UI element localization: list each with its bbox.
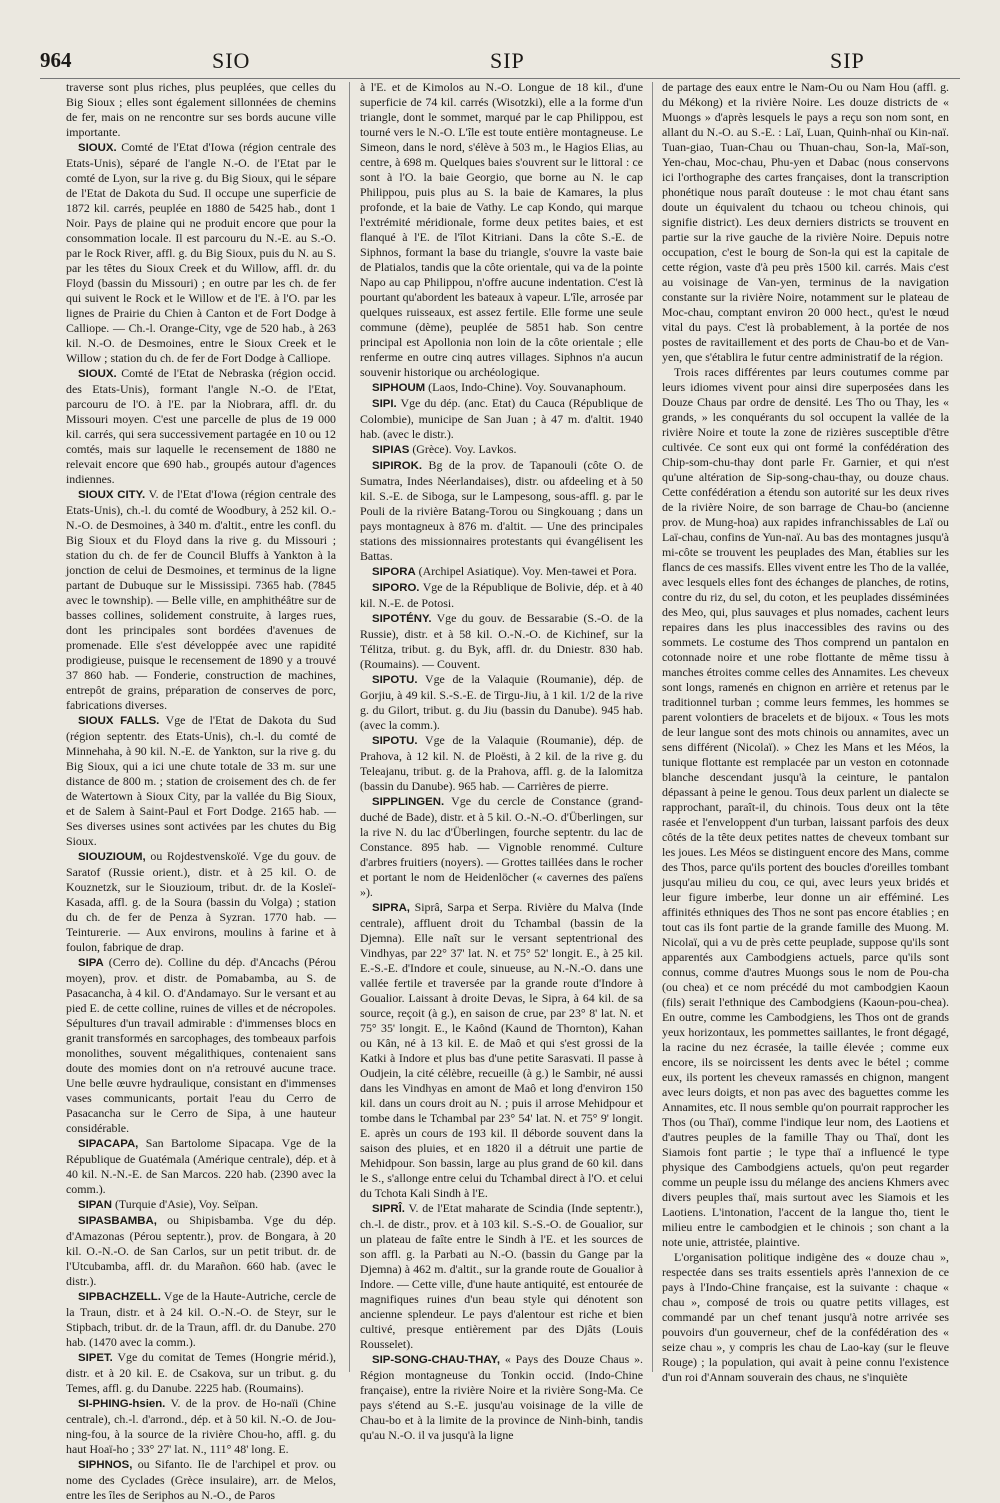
dictionary-entry <box>360 900 643 1201</box>
entry-headword: SIOUX. <box>78 142 117 154</box>
entry-body: Vge de la Valaquie (Roumanie), dép. de Gorjiu, à 49 kil. S.-S.-E. de Tirgu-Jiu, à 1 kil. 1/2 de la rive g. du Gilort, tribut. g. du Jiu (bassin du Danube). 945 hab. (avec la comm.). <box>360 672 643 732</box>
entry-headword: SIPORO. <box>372 582 420 594</box>
running-head-center: SIP <box>490 48 525 73</box>
dictionary-entry <box>66 80 336 140</box>
entry-headword: SIOUX. <box>78 368 117 380</box>
dictionary-entry <box>662 365 949 1250</box>
entry-headword: SIPOTÉNY. <box>372 613 432 625</box>
entry-body: (Archipel Asiatique). Voy. Men-tawei et Pora. <box>418 564 637 578</box>
entry-headword: SIPBACHZELL. <box>78 1291 161 1303</box>
entry-body: V. de la prov. de Ho-naïi (Chine centrale), ch.-l. d'arrond., dép. et à 50 kil. N.-O. de Jou-ning-fou, à la source de la rivière Chou-ho, affl. g. du haut Hoaï-ho ; 33° 27' lat. N., 111° 48' long. E. <box>66 1396 336 1456</box>
entry-body: V. de l'Etat d'Iowa (région centrale des Etats-Unis), ch.-l. du comté de Woodbury, à 252 kil. O.-N.-O. de Desmoines, à 340 m. d'altit., entre les confl. du Big Sioux et du Floyd dans la rive g. du Missouri ; station du ch. de fer de Council Bluffs à Yankton à la jonction de celui de Desmoines, et terminus de la ligne partant de Dubuque sur le Mississipi. 7365 hab. (7845 avec le township). — Belle ville, en amphithéâtre sur de basses collines, solidement construite, à larges rues, dont les principales sont bordées d'avenues de promenade. Elle s'est développée avec une rapidité prodigieuse, puisque le recensement de 1890 y a trouvé 37 860 hab. — Fonderie, construction de machines, entrepôt de grains, préparation de conserves de porc, fabrications diverses. <box>66 487 336 712</box>
dictionary-entry <box>662 80 949 365</box>
entry-body: V. de l'Etat maharate de Scindia (Inde septentr.), ch.-l. de distr., prov. et à 103 kil. S.-S.-O. de Goualior, sur un plateau de faîte entre le Sindh à l'E. et les sources de son affl. g. la Parbati au N.-O. (bassin du Gange par la Djemna) à 462 m. d'altit., sur la grande route de Goualior à Indore. — Cette ville, d'une haute antiquité, est entourée de magnifiques ruines d'un beau style qui dénotent son ancienne splendeur. Le pays d'alentour est riche et bien cultivé, presque entièrement par des Djâts (Louis Rousselet). <box>360 1201 643 1351</box>
entry-body: (Cerro de). Colline du dép. d'Ancachs (Pérou moyen), prov. et distr. de Pomabamba, au S. de Pasacancha, à 4 kil. O. d'Andamayo. Sur le versant et au pied E. de cette colline, ruines de villes et de nécropoles. Sépultures d'un travail admirable : d'immenses blocs en granit transformés en sarcophages, des tombeaux parfois monolithes, souvent mégalithiques, contenaient sans doute des momies dont on n'a retrouvé aucune trace. Une belle œuvre hydraulique, consistant en d'immenses vases communicants, portait l'eau du Cerro de Pasacancha sur le Cerro de Sipa, à une hauteur considérable. <box>66 955 336 1135</box>
running-head-left: SIO <box>212 48 251 73</box>
dictionary-entry <box>360 1201 643 1352</box>
dictionary-entry <box>360 396 643 442</box>
entry-headword: SIPHNOS, <box>78 1459 133 1471</box>
dictionary-entry <box>66 849 336 955</box>
entry-body: Vge de la Valaquie (Roumanie), dép. de Prahova, à 12 kil. N. de Ploësti, à 2 kil. de la rive g. du Teleajanu, tribut. g. de la Prahova, affl. g. de la Ialomitza (bassin du Danube). 965 hab. — Carrières de pierre. <box>360 733 643 793</box>
page-header <box>40 48 960 80</box>
dictionary-entry <box>66 1197 336 1213</box>
text-column-3 <box>662 80 949 1384</box>
entry-headword: SIP-SONG-CHAU-THAY, <box>372 1354 501 1366</box>
column-divider <box>652 82 653 1372</box>
entry-body: San Bartolome Sipacapa. Vge de la République de Guatémala (Amérique centrale), dép. et à 40 kil. N.-N.-E. de San Marcos. 220 hab. (2390 avec la comm.). <box>66 1136 336 1196</box>
dictionary-entry <box>360 458 643 564</box>
dictionary-entry <box>662 1250 949 1385</box>
dictionary-entry <box>66 140 336 366</box>
running-head-right: SIP <box>830 48 865 73</box>
entry-headword: SIPASBAMBA, <box>78 1215 157 1227</box>
dictionary-entry <box>66 1213 336 1289</box>
text-column-2 <box>360 80 644 1442</box>
entry-headword: SIPET. <box>78 1352 113 1364</box>
entry-headword: SIPOTU. <box>372 674 418 686</box>
dictionary-entry <box>360 1352 643 1443</box>
entry-headword: SIPRA, <box>372 902 410 914</box>
entry-headword: SIOUX CITY. <box>78 489 146 501</box>
column-divider <box>349 82 350 1372</box>
entry-body: ou Rojdestvenskoïé. Vge du gouv. de Saratof (Russie orient.), distr. et à 25 kil. O. de Kouznetzk, sur le Siouzioum, tribut. dr. de la Kosleï-Kasada, affl. g. de la Soura (bassin du Volga) ; station du ch. de fer de Penza à Syzran. 1770 hab. — Teinturerie. — Aux environs, moulins à farine et à foulon, fabrique de drap. <box>66 849 336 954</box>
entry-body: de partage des eaux entre le Nam-Ou ou Nam Hou (affl. g. du Mékong) et la rivière Noire. Les douze districts de « Muongs » d'après lesquels le pays a reçu son nom sont, en allant du N.-O. au S.-E. : Laï, Luan, Quinh-nhaï ou Kin-naï. Tuan-giao, Tuan-Chau ou Thuan-chau, Son-la, Maï-son, Yen-chau, Moc-chau, Phu-yen et Dabac (nous conservons ici l'orthographe des cartes françaises, dont la transcription phonétique nous paraît douteuse : le mot chau étant sans doute un équivalent du tchaou ou tcheou chinois, qui signifie district). Les deux derniers districts se trouvent en partie sur la rive gauche de la rivière Noire. Depuis notre occupation, c'est le bourg de Son-la qui est la capitale de cette région, vaste d'à peu près 1500 kil. carrés. Mais c'est au voisinage de Van-yen, terminus de la navigation constante sur la rivière Noire, notamment sur le plateau de Moc-chau, comptant environ 20 000 hect., qu'est le nœud vital du pays. C'est là probablement, à la portée de nos postes de ravitaillement et des ports de Chau-bo et de Van-yen, que s'établira le futur centre administratif de la région. <box>662 80 949 364</box>
entry-body: « Pays des Douze Chaus ». Région montagneuse du Tonkin occid. (Indo-Chine française), entre la rivière Noire et la rivière Song-Ma. Ce pays s'étend au S.-E. jusqu'au voisinage de la ville de Chau-bo et à la limite de la province de Ninh-binh, tandis qu'au N.-O. il va jusqu'à la ligne <box>360 1352 643 1442</box>
entry-body: Vge du comitat de Temes (Hongrie mérid.), distr. et à 20 kil. E. de Csakova, sur un tribut. g. du Temes, affl. g. du Danube. 2225 hab. (Roumains). <box>66 1350 336 1395</box>
entry-body: Comté de l'Etat de Nebraska (région occid. des Etats-Unis), formant l'angle N.-O. de l'Etat, parcouru de l'O. à l'E. par la Niobrara, affl. dr. du Missouri moyen. C'est une parcelle de plus de 19 000 kil. carrés, qui sera successivement partagée en 10 ou 12 comtés, mais sur laquelle le recensement de 1880 ne relevait encore que 690 hab., groupés autour d'agences indiennes. <box>66 366 336 486</box>
dictionary-entry <box>360 733 643 794</box>
page-number: 964 <box>40 48 72 72</box>
entry-body: (Laos, Indo-Chine). Voy. Souvanaphoum. <box>428 380 627 394</box>
dictionary-entry <box>66 1289 336 1350</box>
dictionary-entry <box>66 713 336 849</box>
entry-body: Vge de la Haute-Autriche, cercle de la Traun, distr. et à 24 kil. O.-N.-O. de Steyr, sur le Stipbach, tribut. dr. de la Traun, affl. dr. du Danube. 270 hab. (1470 avec la comm.). <box>66 1289 336 1349</box>
entry-body: Siprâ, Sarpa et Serpa. Rivière du Malva (Inde centrale), affluent droit du Tchambal (bassin de la Djemna). Elle naît sur le versant septentrional des Vindhyas, par 22° 37' lat. N. et 75° 52' longit. E., à 25 kil. E.-S.-E. d'Indore et coule, sinueuse, au N.-N.-O. dans une vallée fertile et traversée par la grande route d'Indore à Goualior. Laissant à droite Devas, le Sipra, à 64 kil. de sa source, reçoit (à g.), en saison de crue, par 23° 8' lat. N. et 75° 35' longit. E., le Kaônd (Kaund de Thornton), Kahan ou Kân, né à 13 kil. E. de Maô et qui s'est grossi de la Katki à Indore et plus bas d'une petite Sarasvati. Il passe à Oudjein, la cité célèbre, recueille (à g.) le Sambir, né aussi dans les Vindhyas en amont de Maô et long d'environ 150 kil. dans un cours droit au N. ; puis il arrose Mehidpour et tombe dans le Tchambal par 23° 54' lat. N. et 75° 9' longit. E. après un cours de 193 kil. Il déborde souvent dans la saison des pluies, et en 1820 il a détruit une partie de Mehidpour. Son bassin, large au plus grand de 60 kil. dans le S., s'allonge entre celui du Tchambal direct à l'O. et celui du Tchota Kali Sindh à l'E. <box>360 900 643 1200</box>
entry-body: ou Sifanto. Ile de l'archipel et prov. ou nome des Cyclades (Grèce insulaire), arr. de Melos, entre les îles de Seriphos au N.-O., de Paros <box>66 1457 336 1502</box>
entry-headword: SI-PHING-hsien. <box>78 1398 166 1410</box>
entry-headword: SIPRÎ. <box>372 1203 405 1215</box>
dictionary-entry <box>360 672 643 733</box>
dictionary-entry <box>66 366 336 487</box>
entry-headword: SIPIROK. <box>372 460 423 472</box>
entry-headword: SIPORA <box>372 566 416 578</box>
dictionary-entry <box>66 955 336 1136</box>
text-column-1 <box>66 80 337 1502</box>
entry-headword: SIPAN <box>78 1199 112 1211</box>
dictionary-entry <box>66 1136 336 1197</box>
entry-headword: SIOUX FALLS. <box>78 715 160 727</box>
entry-body: Comté de l'Etat d'Iowa (région centrale des Etats-Unis), séparé de l'angle N.-O. de l'Etat par le comté de Lyon, sur la rive g. du Big Sioux, qui le sépare de l'Etat de Dakota du Sud. Il occupe une superficie de 1872 kil. carrés, peuplée en 1880 de 5425 hab., dont 1 Noir. Pays de plaine qui ne produit encore que pour la consommation locale. Il est parcouru du N.-E. au S.-O. par le Rock River, affl. g. du Big Sioux, puis du N. au S. par les têtes du Sioux Creek et du Willow, affl. dr. du Floyd (bassin du Missouri) ; en outre par les ch. de fer qui suivent le Rock et le Willow et de l'E. à l'O. par les lignes de Prairie du Chien à Canton et de Fort Dodge à Calliope. — Ch.-l. Orange-City, vge de 520 hab., à 263 kil. N.-O. de Desmoines, entre le Sioux Creek et le Willow ; station du ch. de fer de Fort Dodge à Calliope. <box>66 140 336 365</box>
dictionary-entry <box>66 1396 336 1457</box>
entry-headword: SIPOTU. <box>372 735 418 747</box>
entry-body: (Grèce). Voy. Lavkos. <box>412 442 517 456</box>
entry-headword: SIPPLINGEN. <box>372 796 445 808</box>
entry-body: Trois races différentes par leurs coutumes comme par leurs idiomes vivent pour ainsi dire superposées dans les Douze Chaus par ordre de densité. Les Tho ou Thay, les « grands, » les conquérants du sol occupent la vallée de la rivière Noire et toute la zone de rizières susceptible d'être cultivée. Ce sont eux qui ont formé la confédération des Chip-som-chu-thay dont parle Fr. Garnier, et qui n'est qu'une altération de Sip-song-chau-thay, ou douze chaus. Cette confédération a étendu son autorité sur les deux rives de la rivière Noire, de son barrage de Chau-bo (ancienne prov. de Mung-hoa) aux rapides infranchissables de Laï ou Laï-chau, confins de Yun-naï. Au bas des montagnes jusqu'à mi-côte se trouvent les peuplades des Man, établies sur les flancs de ces massifs. Elles vivent entre les Tho de la vallée, avec lesquels elles font des échanges de planches, de rotins, contre du riz, du sel, du coton, et les peuplades disséminées des Meo, qui, plus sauvages et plus nomades, cachent leurs repaires dans les plus inaccessibles des ravins ou des sommets. Le costume des Thos comprend un pantalon en cotonnade noire et une robe flottante de même tissu à manches étroites comme celles des Annamites. Les cheveux sont longs, ramenés en chignon en arrière et retenus par le traditionnel turban ; comme leurs femmes, les hommes se parent volontiers de bracelets et de bijoux. « Tous les mots de leur langue sont des mots chinois ou annamites, avec un sens différent (Nicolaï). » Chez les Mans et les Méos, la tunique flottante est remplacée par un veston en cotonnade blanche descendant jusqu'à la ceinture, le pantalon dépassant à peine le genou. Tous deux parlent un dialecte se rapprochant, paraît-il, du chinois. Tous deux ont la tête rasée et l'enveloppent d'un turban, laissant parfois des deux côtés de la tête deux petites nattes de cheveux tombant sur les joues. Les Méos se distinguent encore des Mans, comme des Thos, parce qu'ils portent des boucles d'oreilles tombant jusqu'au milieu du cou, ce qui, avec leurs yeux bridés et leur figure imberbe, leur donne un air efféminé. Les affinités ethniques des Thos ne sont pas encore établies ; en tout cas ils font partie de la grande famille des Muong. M. Nicolaï, qui a vu de près cette peuplade, suppose qu'ils sont apparentés aux Cambodgiens actuels, parce qu'ils sont connus, comme d'autres Muongs sous le nom de Pou-cha (ou chea) et ce nom précédé du mot cambodgien Kaoun (fils) serait l'ethnique des Cambodgiens (Kaoun-pou-chea). En outre, comme les Cambodgiens, les Thos ont de grands yeux horizontaux, les pommettes saillantes, le front dégagé, la racine du nez écrasée, la taille élevée ; comme eux encore, ils se noircissent les dents avec le bétel ; comme eux, ils portent les cheveux ramassés en chignon, mangent avec leurs doigts, et non pas avec des baguettes comme les Annamites, etc. Il nous semble qu'on pourrait rapprocher les Thos (ou Thaï), comme l'indique leur nom, des Laotiens et d'autres peuples de la famille Thay ou Thaï, dont les Siamois font partie ; le type thaï a influencé le type physique des Cambodgiens actuels, qu'on peut regarder comme un peuple issu du mélange des anciens Khmers avec divers peuples thaï, mais surtout avec les Siamois et les Laotiens. L'intonation, l'accent de la langue tho, tient le milieu entre le cambodgien et le chinois ; son chant a la note unie, attristée, plaintive. <box>662 365 949 1249</box>
entry-body: Bg de la prov. de Tapanouli (côte O. de Sumatra, Indes Néerlandaises), distr. ou afdeeling et à 50 kil. S.-E. de Siboga, sur le Lampesong, sous-affl. g. par le Pouli de la rivière Batang-Torou ou Singkouang ; dans un pays montagneux à 876 m. d'altit. — Une des principales stations des missionnaires protestants qui évangélisent les Battas. <box>360 458 644 563</box>
entry-body: Vge du gouv. de Bessarabie (S.-O. de la Russie), distr. et à 58 kil. O.-N.-O. de Kichinef, sur la Télitza, tribut. g. du Byk, affl. dr. du Dniestr. 830 hab. (Roumains). — Couvent. <box>360 611 643 671</box>
entry-body: L'organisation politique indigène des « douze chau », respectée dans ses traits essentiels après l'annexion de ce pays à l'Indo-Chine française, est la suivante : chaque « chau », composé de trois ou quatre petits villages, est commandé par un chef tenant jusqu'à notre arrivée ses pouvoirs d'un gouverneur, chef de la confédération des « seize chau », y compris les chau de Lao-kay (sur le fleuve Rouge) ; la population, qui avait à peine connu l'existence d'un roi d'Annam souverain des chaus, ne s'inquiète <box>662 1250 949 1384</box>
entry-body: à l'E. et de Kimolos au N.-O. Longue de 18 kil., d'une superficie de 74 kil. carrés (Wisotzki), elle a la forme d'un triangle, dont le sommet, marqué par le cap Philippou, est tourné vers le N.-O. L'île est toute entière montagneuse. Le Simeon, dans le nord, s'élève à 503 m., le Hagios Elias, au centre, à 698 m. Quelques baies s'ouvrent sur le littoral : ce sont à l'O. la baie Georgio, que borne au N. le cap Philippou, puis plus au S. la baie de Kamares, la plus profonde, et la baie de Vathy. Le cap Kondo, qui marque l'extrémité méridionale, forme deux petites baies, et est flanqué à l'E. de l'îlot Kitriani. Dans la côte S.-E. de Siphnos, formant la base du triangle, s'ouvre la vaste baie de Platialos, tandis que la côte orientale, qui va de la pointe Napo au cap Philippou, n'offre aucune indentation. C'est là pourtant qu'abordent les bateaux à vapeur. L'île, arrosée par quelques ruisseaux, est assez fertile. Elle forme une seule commune (dème), peuplée de 5851 hab. Son centre principal est Apollonia non loin de la côte orientale ; elle renferme en outre cinq autres villages. Siphnos n'a aucun souvenir historique ou archéologique. <box>360 80 643 379</box>
dictionary-entry <box>66 1350 336 1396</box>
entry-headword: SIPA <box>78 957 104 969</box>
dictionary-entry <box>66 1457 336 1503</box>
entry-headword: SIPIAS <box>372 444 410 456</box>
entry-headword: SIPHOUM <box>372 382 426 394</box>
entry-body: Vge du dép. (anc. Etat) du Cauca (République de Colombie), municipe de San Juan ; à 47 m. d'altit. 1940 hab. (avec le distr.). <box>360 396 643 441</box>
entry-body: ou Shipisbamba. Vge du dép. d'Amazonas (Pérou septentr.), prov. de Bongara, à 20 kil. O.-N.-O. de San Carlos, sur un petit tribut. dr. de l'Utcubamba, affl. dr. du Marañon. 660 hab. (avec le distr.). <box>66 1213 336 1288</box>
dictionary-entry <box>360 794 643 900</box>
entry-body: (Turquie d'Asie), Voy. Seïpan. <box>114 1197 259 1211</box>
entry-body: traverse sont plus riches, plus peuplées, que celles du Big Sioux ; elles sont également sillonnées de chemins de fer, mais on ne rencontre sur ses bords aucune ville importante. <box>66 80 336 139</box>
dictionary-entry <box>360 611 643 672</box>
dictionary-entry <box>66 487 336 713</box>
entry-headword: SIOUZIOUM, <box>78 851 146 863</box>
dictionary-entry <box>360 80 643 380</box>
dictionary-entry <box>360 580 643 611</box>
dictionary-entry <box>360 564 643 580</box>
dictionary-entry <box>360 380 643 396</box>
entry-headword: SIPACAPA, <box>78 1138 139 1150</box>
header-rule <box>40 78 960 79</box>
entry-headword: SIPI. <box>372 398 397 410</box>
dictionary-entry <box>360 442 643 458</box>
entry-body: Vge de la République de Bolivie, dép. et à 40 kil. N.-E. de Potosi. <box>360 580 643 610</box>
entry-body: Vge du cercle de Constance (grand-duché de Bade), distr. et à 5 kil. O.-N.-O. d'Überlingen, sur la rive N. du lac d'Überlingen, fourche septentr. du lac de Constance. 895 hab. — Vignoble renommé. Culture d'arbres fruitiers (noyers). — Grottes taillées dans le rocher et portant le nom de Heidenlöcher (« cavernes des païens »). <box>360 794 643 899</box>
entry-body: Vge de l'Etat de Dakota du Sud (région septentr. des Etats-Unis), ch.-l. du comté de Minnehaha, à 90 kil. N.-E. de Yankton, sur la rive g. du Big Sioux, qui a ici une chute totale de 33 m. sur une distance de 800 m. ; station de croisement des ch. de fer de Watertown à Sioux City, par la vallée du Big Sioux, et de Salem à Saint-Paul et Fort Dodge. 2165 hab. — Ses diverses usines sont activées par les chutes du Big Sioux. <box>66 713 337 848</box>
